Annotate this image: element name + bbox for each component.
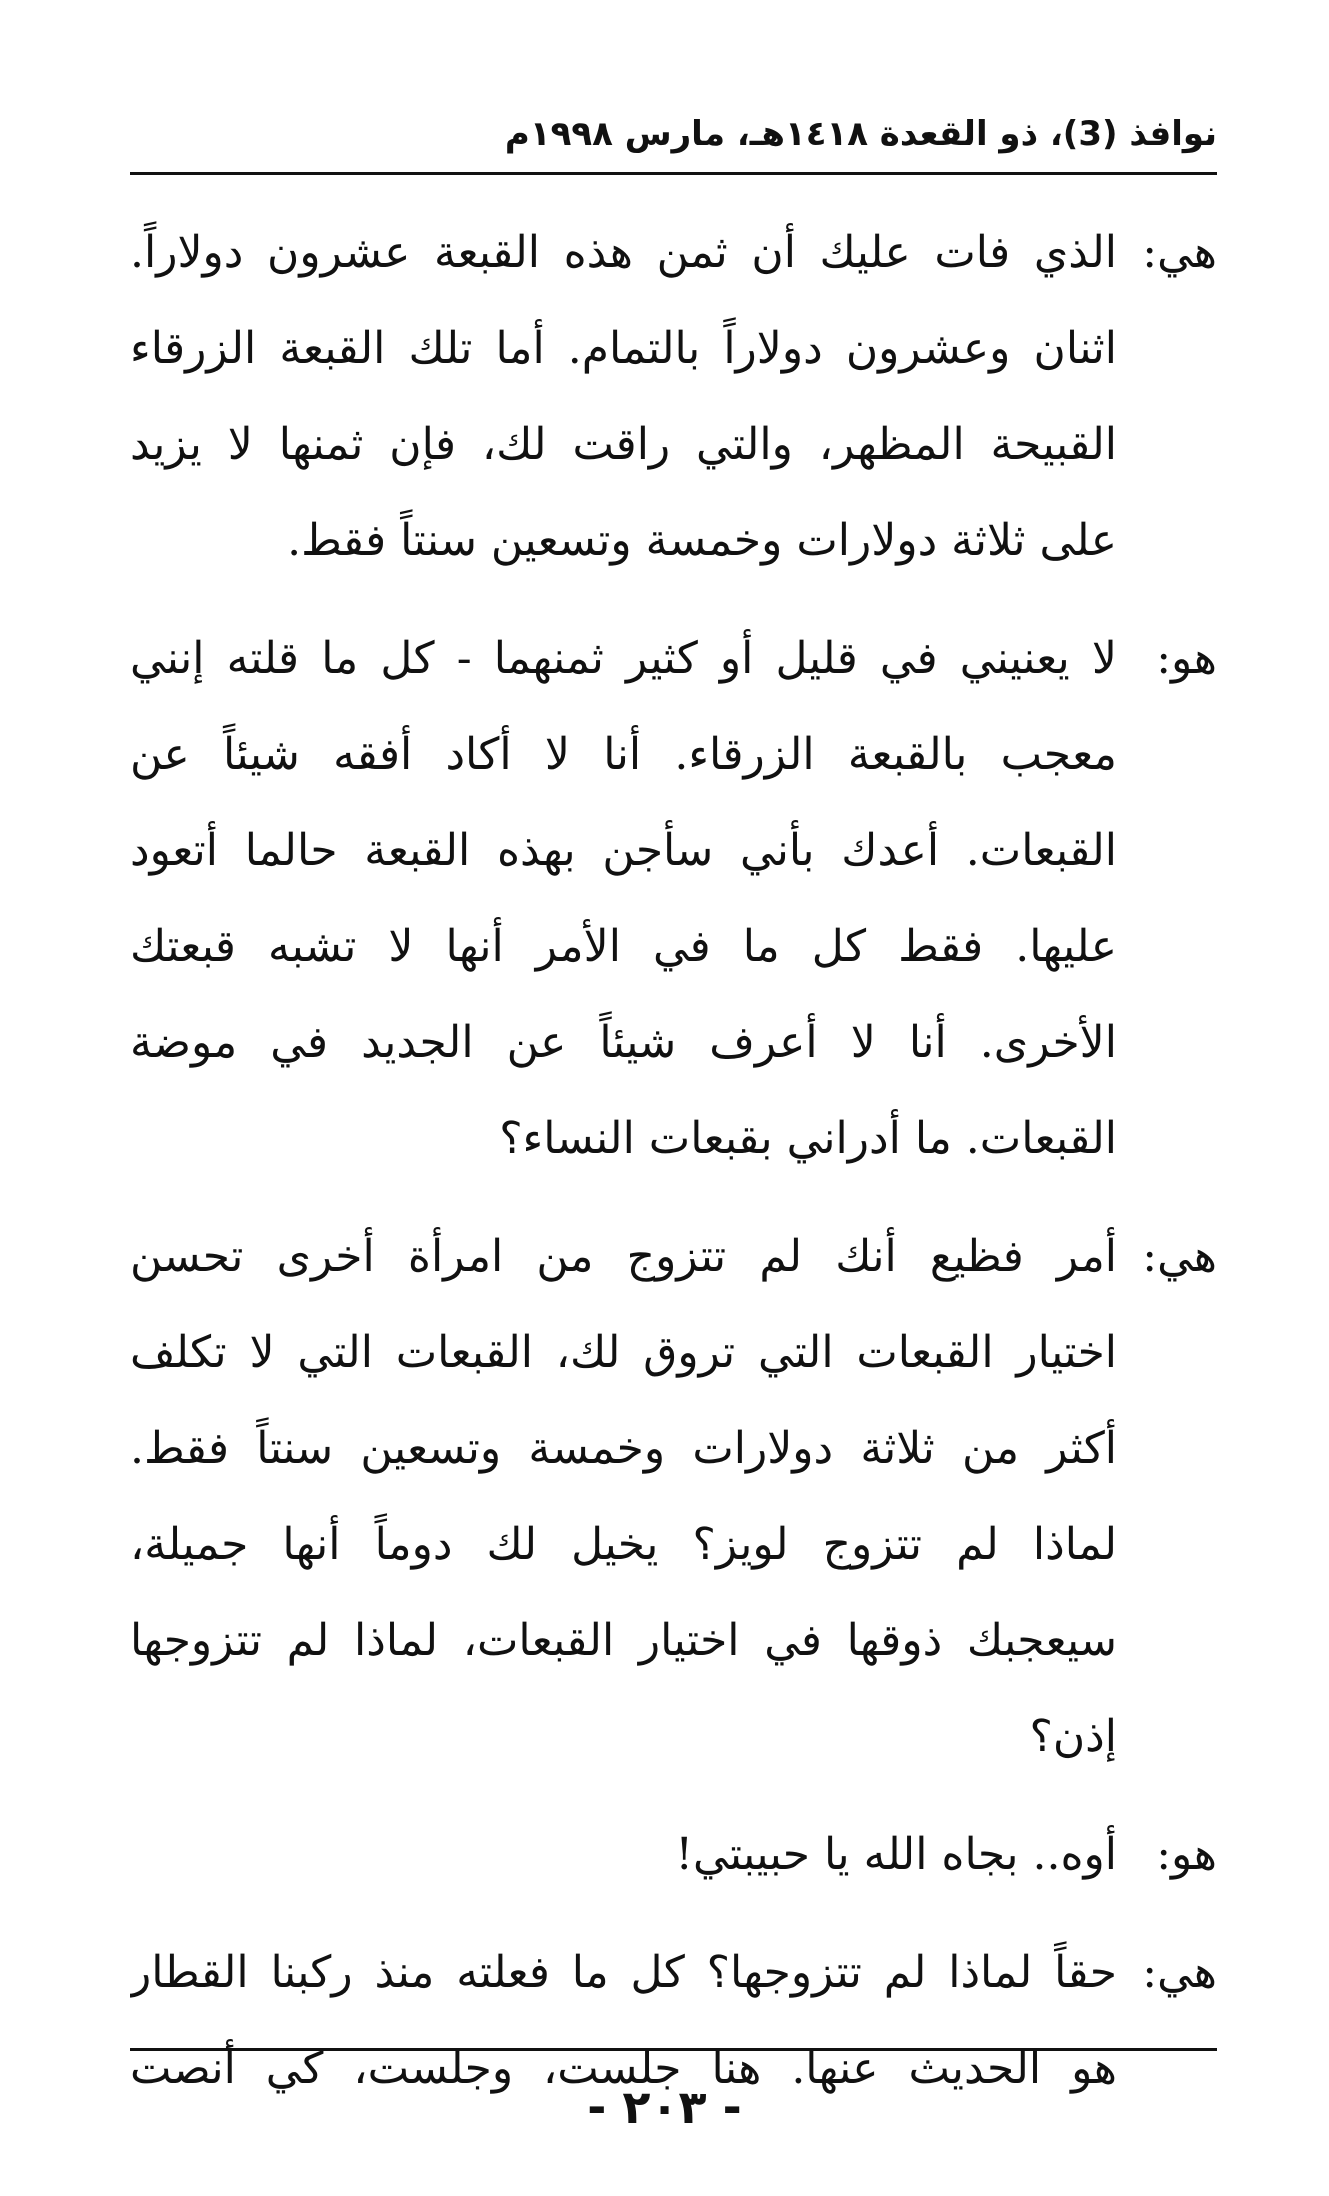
- dialogue-paragraph: [130, 205, 1217, 589]
- text-line: سيعجبك ذوقها في اختيار القبعات، لماذا لم تتزوجها: [130, 1615, 1117, 1666]
- running-title: نوافذ (3)، ذو القعدة ١٤١٨هـ، مارس ١٩٩٨م: [504, 114, 1217, 154]
- text-line: أكثر من ثلاثة دولارات وخمسة وتسعين سنتاً فقط.: [130, 1423, 1117, 1474]
- dialogue-body: [130, 205, 1217, 2139]
- dialogue-paragraph: [130, 1807, 1217, 1903]
- text-line: لا يعنيني في قليل أو كثير ثمنهما - كل ما قلته إنني: [130, 633, 1117, 684]
- speaker-label: هي:: [1142, 1231, 1217, 1282]
- dialogue-paragraph: [130, 611, 1217, 1187]
- speaker-label: هي:: [1142, 1947, 1217, 1998]
- dialogue-paragraph: [130, 1209, 1217, 1785]
- speaker-label: هو:: [1156, 633, 1217, 684]
- text-line: لماذا لم تتزوج لويز؟ يخيل لك دوماً أنها جميلة،: [130, 1519, 1117, 1570]
- text-line: القبعات. أعدك بأني سأجن بهذه القبعة حالما أتعود: [130, 825, 1117, 876]
- text-line: اختيار القبعات التي تروق لك، القبعات التي لا تكلف: [130, 1327, 1117, 1378]
- text-line: هو الحديث عنها. هنا جلست، وجلست، كي أنصت: [130, 2043, 1117, 2094]
- speaker-label: هي:: [1142, 227, 1217, 278]
- text-line: الأخرى. أنا لا أعرف شيئاً عن الجديد في موضة: [130, 1017, 1117, 1068]
- text-line: اثنان وعشرون دولاراً بالتمام. أما تلك القبعة الزرقاء: [130, 323, 1117, 374]
- text-line: الذي فات عليك أن ثمن هذه القبعة عشرون دولاراً.: [130, 227, 1117, 278]
- page-number: - ٢٠٣ -: [587, 2080, 742, 2134]
- speaker-label: هو:: [1156, 1829, 1217, 1880]
- text-line: أوه.. بجاه الله يا حبيبتي!: [675, 1829, 1117, 1880]
- text-line: القبعات. ما أدراني بقبعات النساء؟: [499, 1113, 1117, 1164]
- footer-divider: [130, 2048, 1217, 2051]
- text-line: على ثلاثة دولارات وخمسة وتسعين سنتاً فقط.: [287, 515, 1117, 566]
- text-line: أمر فظيع أنك لم تتزوج من امرأة أخرى تحسن: [130, 1231, 1117, 1282]
- page-header: [130, 112, 1217, 175]
- text-line: إذن؟: [1029, 1711, 1117, 1762]
- text-line: معجب بالقبعة الزرقاء. أنا لا أكاد أفقه شيئاً عن: [130, 729, 1117, 780]
- text-line: القبيحة المظهر، والتي راقت لك، فإن ثمنها لا يزيد: [130, 419, 1117, 470]
- text-line: حقاً لماذا لم تتزوجها؟ كل ما فعلته منذ ركبنا القطار: [130, 1947, 1117, 1998]
- text-line: عليها. فقط كل ما في الأمر أنها لا تشبه قبعتك: [130, 921, 1117, 972]
